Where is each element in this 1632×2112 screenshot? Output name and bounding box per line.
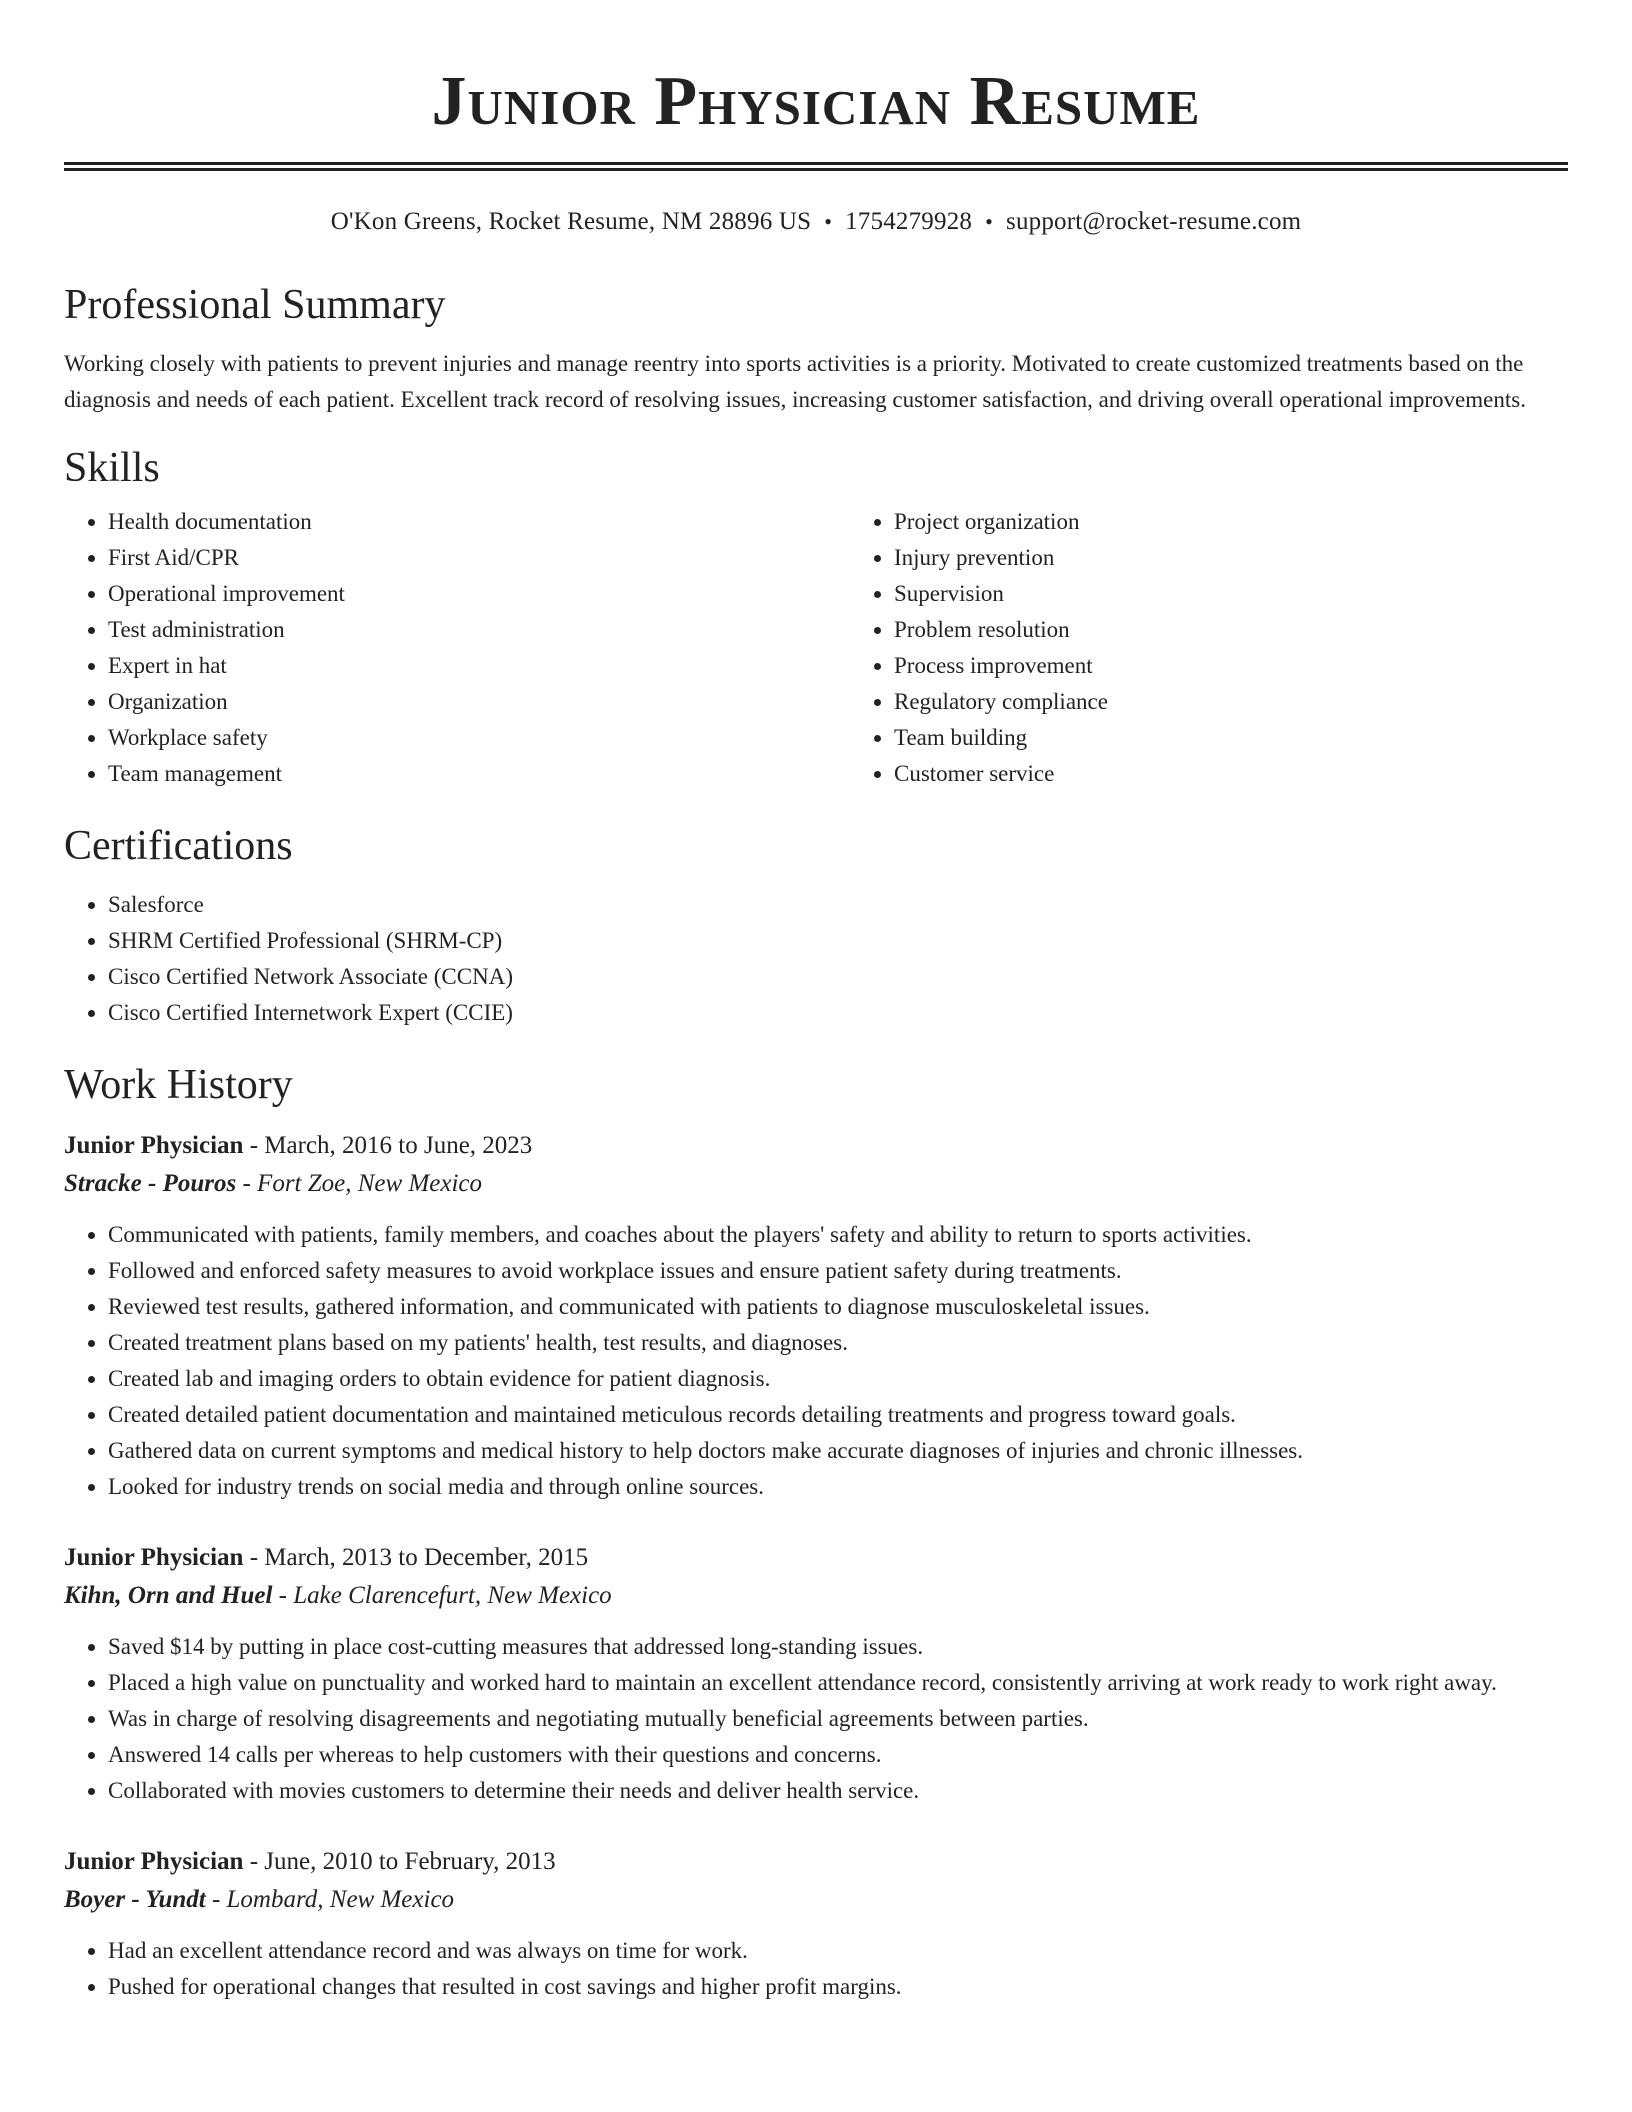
skill-item: • Health documentation — [108, 504, 850, 540]
job-bullet: • Was in charge of resolving disagreements and negotiating mutually beneficial agreements between parties. — [108, 1701, 1568, 1737]
skill-item: • Supervision — [894, 576, 1632, 612]
job-title: Junior Physician — [64, 1848, 244, 1875]
skill-item: • Workplace safety — [108, 720, 850, 756]
company-line — [64, 1165, 1568, 1203]
job-bullet: • Placed a high value on punctuality and worked hard to maintain an excellent attendance record, consistently arriving at work ready to work right away. — [108, 1665, 1568, 1701]
company-line — [64, 1577, 1568, 1615]
title-divider — [64, 162, 1568, 171]
skill-item: • Regulatory compliance — [894, 684, 1632, 720]
certification-item: • Salesforce — [108, 887, 1568, 923]
certification-item: • Cisco Certified Network Associate (CCNA) — [108, 959, 1568, 995]
skills-columns — [64, 504, 1568, 792]
skill-item: • Project organization — [894, 504, 1632, 540]
job-title: Junior Physician — [64, 1544, 244, 1571]
skills-heading: Skills — [64, 445, 160, 491]
skill-item: • Problem resolution — [894, 612, 1632, 648]
company-name: Stracke - Pouros — [64, 1170, 237, 1197]
job-dates: - March, 2016 to June, 2023 — [243, 1132, 533, 1159]
certification-item: • SHRM Certified Professional (SHRM-CP) — [108, 923, 1568, 959]
company-location: - Lombard, New Mexico — [205, 1886, 455, 1913]
skill-item: • Injury prevention — [894, 540, 1632, 576]
certifications-list — [64, 887, 1568, 1031]
skill-item: • First Aid/CPR — [108, 540, 850, 576]
job-entry — [64, 1843, 1568, 2005]
job-bullet: • Saved $14 by putting in place cost-cutting measures that addressed long-standing issues. — [108, 1629, 1568, 1665]
job-bullet: • Collaborated with movies customers to determine their needs and deliver health service. — [108, 1773, 1568, 1809]
skill-item: • Process improvement — [894, 648, 1632, 684]
job-title-line — [64, 1539, 1568, 1577]
company-location: - Lake Clarencefurt, New Mexico — [272, 1582, 612, 1609]
skill-item: • Test administration — [108, 612, 850, 648]
skill-item: • Team building — [894, 720, 1632, 756]
job-entry — [64, 1539, 1568, 1809]
job-bullet: • Had an excellent attendance record and was always on time for work. — [108, 1933, 1568, 1969]
company-name: Boyer - Yundt — [64, 1886, 206, 1913]
company-name: Kihn, Orn and Huel — [64, 1582, 273, 1609]
job-title: Junior Physician — [64, 1132, 244, 1159]
skills-list-right — [850, 504, 1632, 792]
skills-list-left — [64, 504, 850, 792]
job-bullet: • Looked for industry trends on social media and through online sources. — [108, 1469, 1568, 1505]
job-bullet: • Pushed for operational changes that resulted in cost savings and higher profit margins. — [108, 1969, 1568, 2005]
job-entry — [64, 1127, 1568, 1505]
skill-item: • Customer service — [894, 756, 1632, 792]
job-bullet: • Followed and enforced safety measures to avoid workplace issues and ensure patient safety during treatments. — [108, 1253, 1568, 1289]
skill-item: • Operational improvement — [108, 576, 850, 612]
job-bullets — [64, 1217, 1568, 1505]
job-dates: - June, 2010 to February, 2013 — [243, 1848, 556, 1875]
summary-text: Working closely with patients to prevent injuries and manage reentry into sports activities is a priority. Motivated to create customized treatments based on the diagnosis and needs of each patient. Excellent track record of resolving issues, increasing customer satisfaction, and driving overall operational improvements. — [64, 351, 1526, 412]
contact-separator: • — [824, 209, 833, 234]
job-bullet: • Communicated with patients, family members, and coaches about the players' safety and ability to return to sports activities. — [108, 1217, 1568, 1253]
certifications-heading: Certifications — [64, 823, 293, 869]
skill-item: • Expert in hat — [108, 648, 850, 684]
job-bullet: • Answered 14 calls per whereas to help customers with their questions and concerns. — [108, 1737, 1568, 1773]
resume-title: Junior Physician Resume — [431, 63, 1201, 140]
job-bullet: • Gathered data on current symptoms and medical history to help doctors make accurate diagnoses of injuries and chronic illnesses. — [108, 1433, 1568, 1469]
certification-item: • Cisco Certified Internetwork Expert (CCIE) — [108, 995, 1568, 1031]
company-location: - Fort Zoe, New Mexico — [236, 1170, 483, 1197]
job-title-line — [64, 1843, 1568, 1881]
job-bullets — [64, 1629, 1568, 1809]
contact-phone: 1754279928 — [845, 208, 973, 235]
job-bullet: • Created lab and imaging orders to obtain evidence for patient diagnosis. — [108, 1361, 1568, 1397]
contact-email: support@rocket-resume.com — [1006, 208, 1302, 235]
company-line — [64, 1881, 1568, 1919]
skill-item: • Team management — [108, 756, 850, 792]
resume-page — [64, 0, 1568, 2005]
contact-separator: • — [985, 209, 994, 234]
job-title-line — [64, 1127, 1568, 1165]
job-bullet: • Created detailed patient documentation and maintained meticulous records detailing treatments and progress toward goals. — [108, 1397, 1568, 1433]
summary-heading: Professional Summary — [64, 282, 446, 328]
job-bullet: • Created treatment plans based on my patients' health, test results, and diagnoses. — [108, 1325, 1568, 1361]
contact-line — [64, 205, 1568, 239]
skill-item: • Organization — [108, 684, 850, 720]
contact-address: O'Kon Greens, Rocket Resume, NM 28896 US — [330, 208, 812, 235]
job-bullets — [64, 1933, 1568, 2005]
work-history-heading: Work History — [64, 1062, 293, 1108]
job-dates: - March, 2013 to December, 2015 — [243, 1544, 589, 1571]
job-bullet: • Reviewed test results, gathered information, and communicated with patients to diagnose musculoskeletal issues. — [108, 1289, 1568, 1325]
